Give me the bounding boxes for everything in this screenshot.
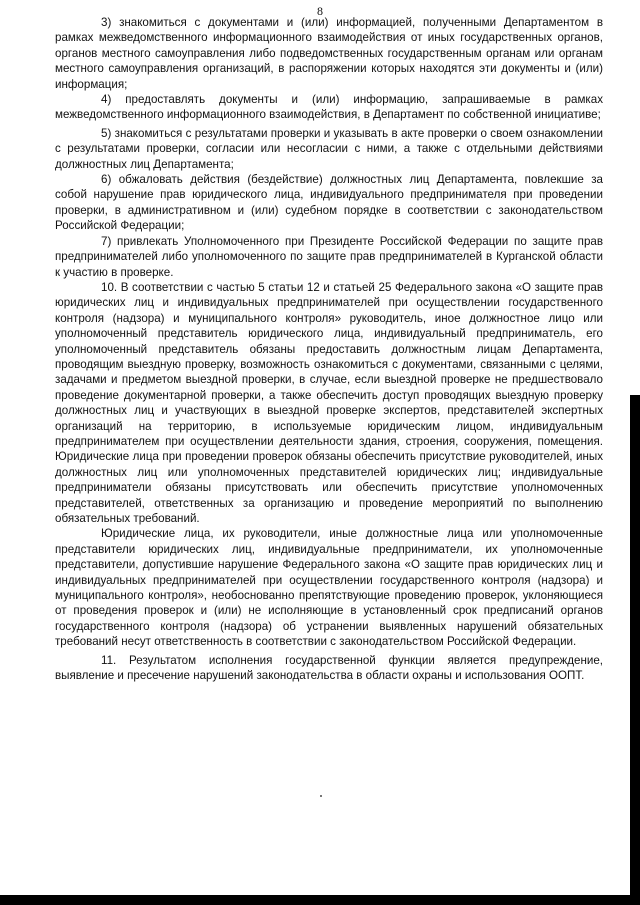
scan-speck (320, 795, 322, 797)
page-number: 8 (317, 4, 323, 18)
paragraph-right-7: 7) привлекать Уполномоченного при Президенте Российской Федерации по защите прав предпринимателей либо уполномоченного по защите прав предпринимателей в Курганской области к участию в проверке. (55, 234, 603, 279)
paragraph-right-4: 4) предоставлять документы и (или) информацию, запрашиваемые в рамках межведомственного информационного взаимодействия, в Департамент по собственной инициативе; (55, 93, 603, 122)
paragraph-section-11: 11. Результатом исполнения государственной функции является предупреждение, выявление и пресечение нарушений законодательства в области охраны и использования ООПТ. (55, 653, 603, 683)
scan-edge-shadow-right (630, 395, 640, 905)
paragraph-liability: Юридические лица, их руководители, иные должностные лица или уполномоченные представители юридических лиц, индивидуальные предприниматели, их уполномоченные представители, допустившие нарушение Федерального закона «О защите прав юридических лиц и индивидуальных предпринимателей при осуществлении государственного контроля (надзора) и муниципального контроля», необоснованно препятствующие проведению проверок, уклоняющиеся от проведения проверок и (или) не исполняющие в установленный срок предписаний органов государственного контроля (надзора) об устранении выявленных нарушений обязательных требований несут ответственность в соответствии с законодательством Российской Федерации. (55, 527, 603, 649)
document-body (55, 15, 603, 683)
paragraph-right-5: 5) знакомиться с результатами проверки и указывать в акте проверки о своем ознакомлении с результатами проверки, согласии или несогласии с ними, а также с отдельными действиями должностных лиц Департамента; (55, 126, 603, 171)
paragraph-right-3: 3) знакомиться с документами и (или) информацией, полученными Департаментом в рамках межведомственного информационного взаимодействия от иных государственных органов, органов местного самоуправления либо подведомственных государственным органам или органам местного самоуправления организаций, в распоряжении которых находятся эти документы и (или) информация; (55, 16, 603, 91)
paragraph-right-6: 6) обжаловать действия (бездействие) должностных лиц Департамента, повлекшие за собой нарушение прав юридического лица, индивидуального предпринимателя при проведении проверки, в административном и (или) судебном порядке в соответствии с законодательством Российской Федерации; (55, 173, 603, 233)
scan-edge-shadow-bottom (0, 895, 640, 905)
paragraph-section-10: 10. В соответствии с частью 5 статьи 12 и статьей 25 Федерального закона «О защите прав юридических лиц и индивидуальных предпринимателей при осуществлении государственного контроля (надзора) и муниципального контроля» руководитель, иное должностное лицо или уполномоченный представитель юридического лица, индивидуальный предприниматель, его уполномоченный представитель обязаны предоставить должностным лицам Департамента, проводящим выездную проверку, возможность ознакомиться с документами, связанными с целями, задачами и предметом выездной проверки, в случае, если выездной проверке не предшествовало проведение документарной проверки, а также обеспечить доступ проводящих выездную проверку должностных лиц и участвующих в выездной проверке экспертов, представителей экспертных организаций на территорию, в используемые юридическим лицом, индивидуальным предпринимателем при осуществлении деятельности здания, строения, сооружения, помещения. Юридические лица при проведении проверок обязаны обеспечить присутствие руководителей, иных должностных лиц или уполномоченных представителей юридических лиц; индивидуальные предприниматели обязаны присутствовать или обеспечить присутствие уполномоченных представителей, ответственных за организацию и проведение мероприятий по выполнению обязательных требований. (55, 280, 603, 525)
